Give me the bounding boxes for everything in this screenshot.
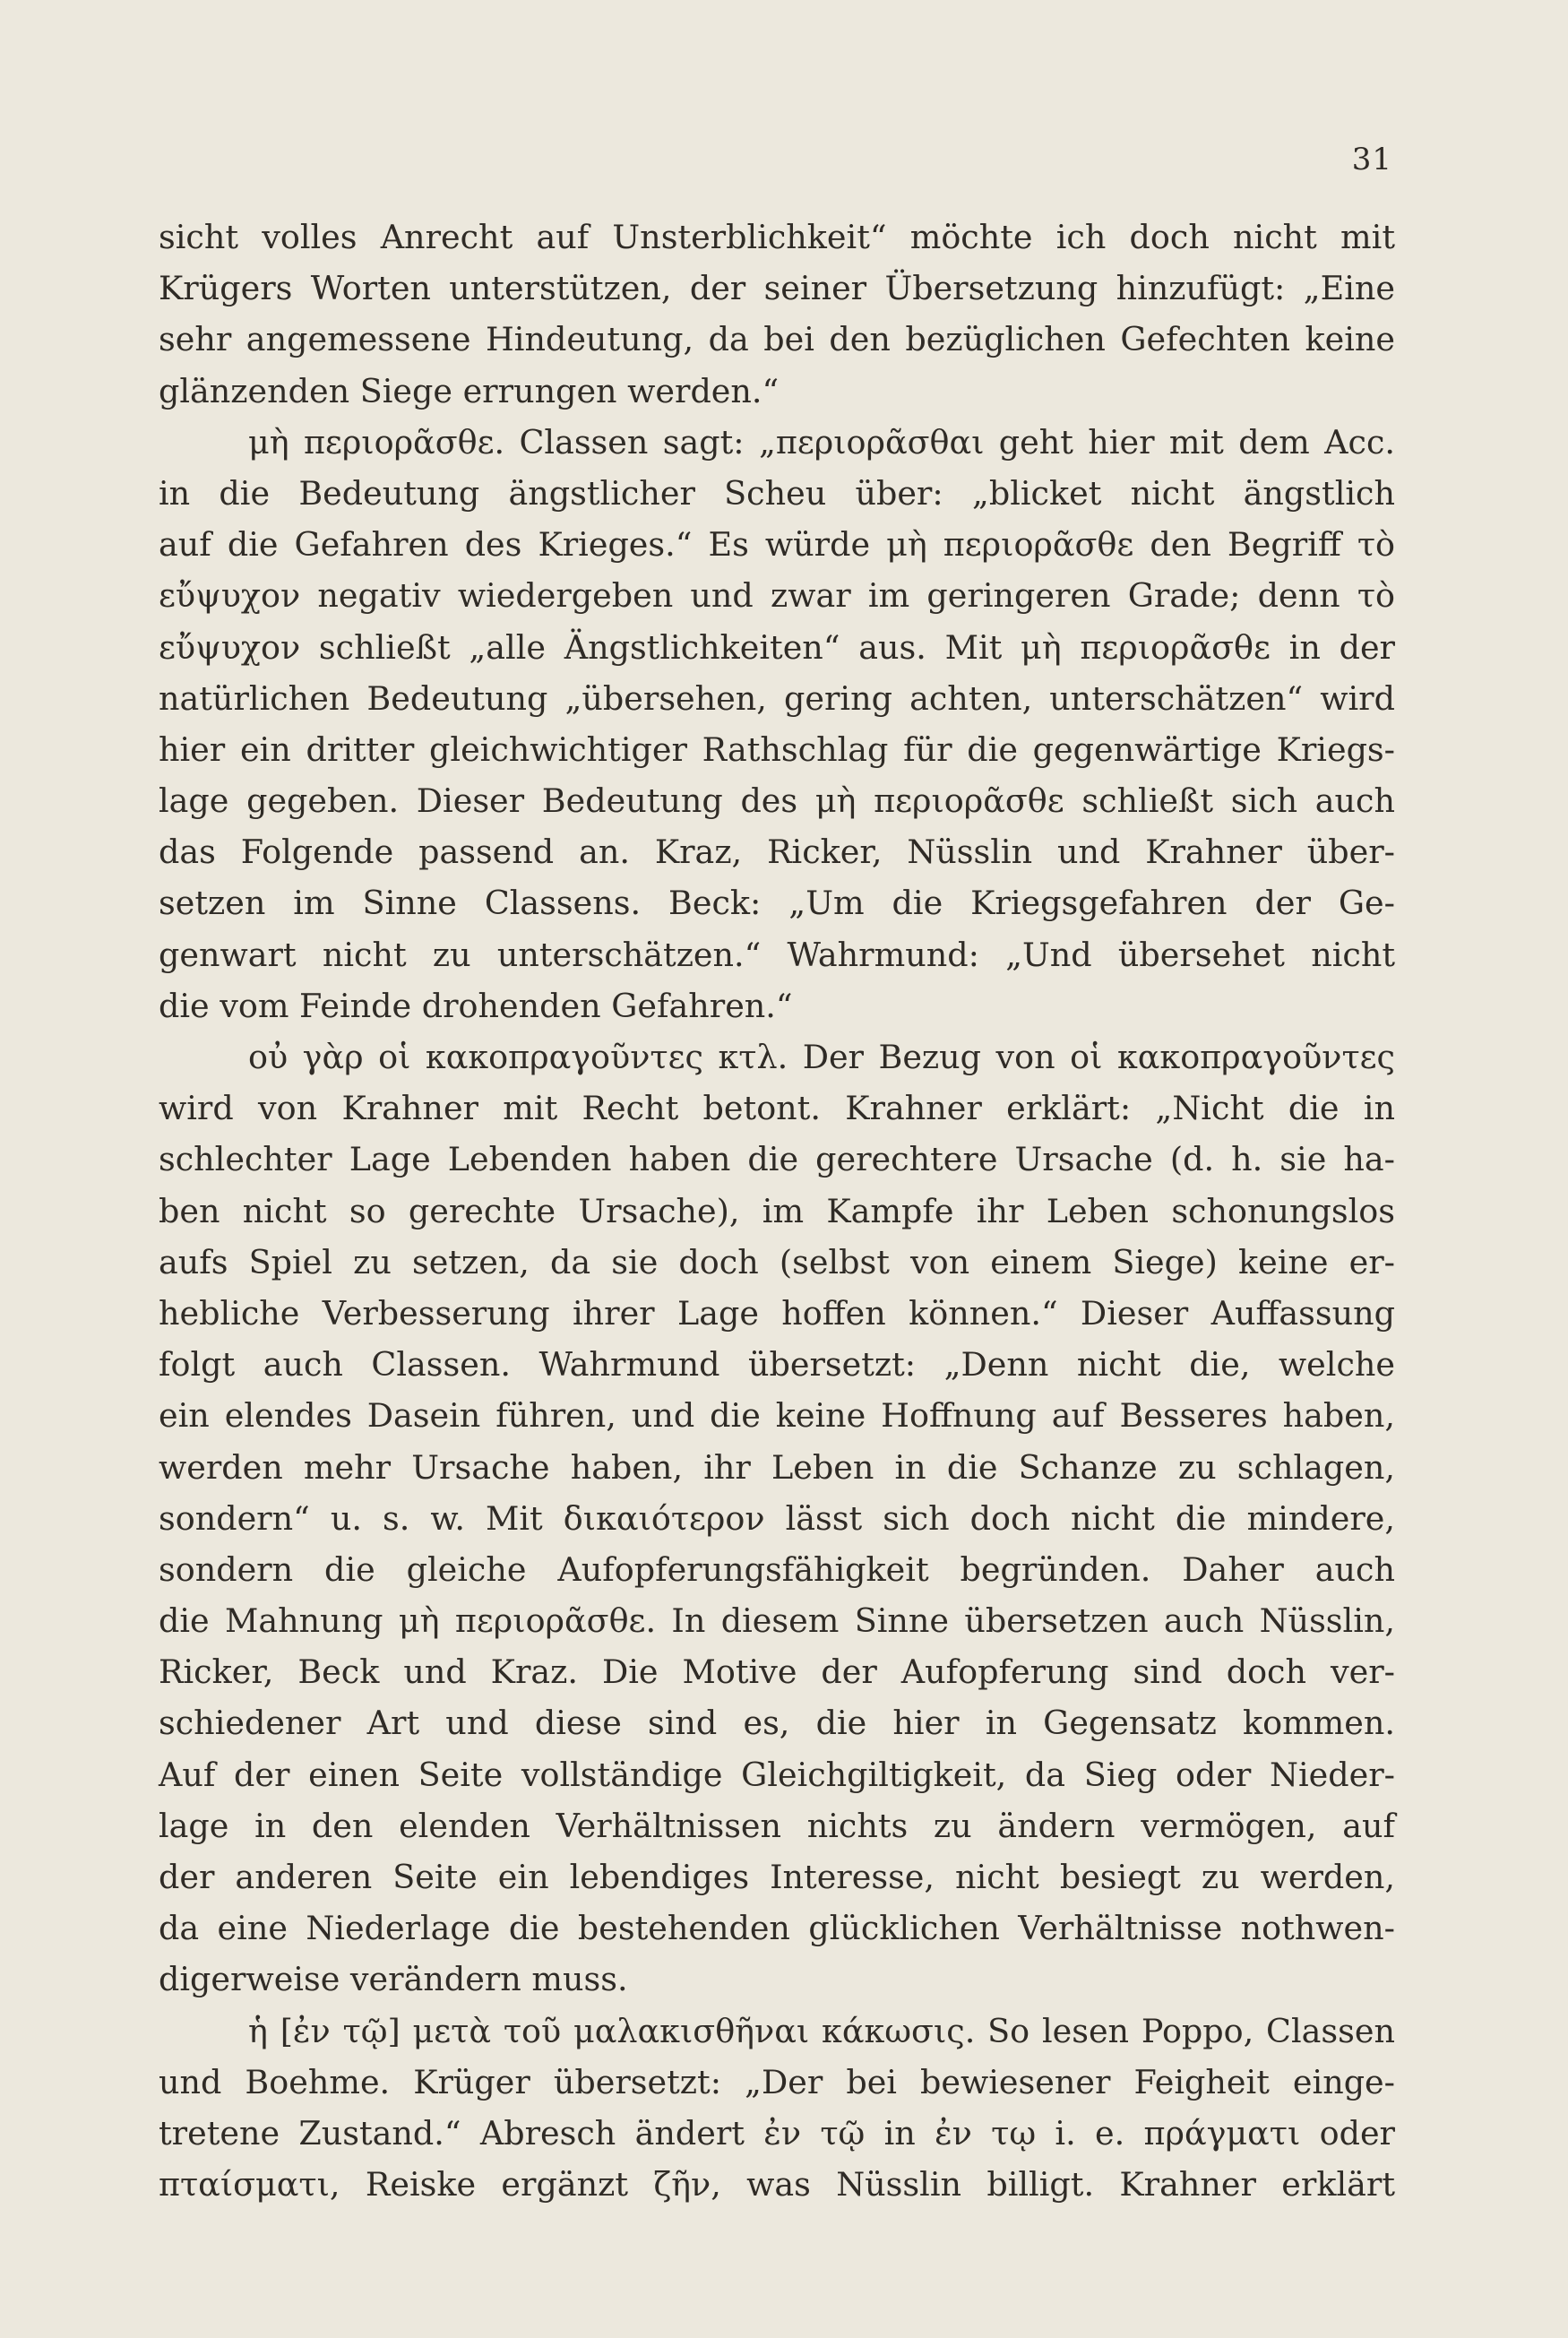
text-line: der anderen Seite ein lebendiges Interesse, nicht besiegt zu werden, xyxy=(159,1858,1395,1896)
text-line: in die Bedeutung ängstlicher Scheu über: „blicket nicht ängstlich xyxy=(159,473,1395,513)
text-line: aufs Spiel zu setzen, da sie doch (selbst von einem Siege) keine er- xyxy=(159,1242,1395,1281)
text-line: ben nicht so gerechte Ursache), im Kampfe ihr Leben schonungslos xyxy=(159,1191,1395,1230)
text-line: natürlichen Bedeutung „übersehen, gering achten, unterschätzen“ wird xyxy=(159,678,1395,718)
text-line: glänzenden Siege errungen werden.“ xyxy=(159,371,780,410)
text-line: digerweise verändern muss. xyxy=(159,1960,628,1999)
text-line: die Mahnung μὴ περιορᾶσθε. In diesem Sinne übersetzen auch Nüsslin, xyxy=(159,1601,1395,1641)
text-line: setzen im Sinne Classens. Beck: „Um die Kriegsgefahren der Ge- xyxy=(159,884,1395,923)
text-line: auf die Gefahren des Krieges.“ Es würde μὴ περιορᾶσθε den Begriff τὸ xyxy=(159,525,1395,565)
text-line: und Boehme. Krüger übersetzt: „Der bei bewiesener Feigheit einge- xyxy=(159,2062,1395,2101)
text-line: sehr angemessene Hindeutung, da bei den bezüglichen Gefechten keine xyxy=(159,320,1395,359)
text-line: ἡ [ἐν τῷ] μετὰ τοῦ μαλακισθῆναι κάκωσις. So lesen Poppo, Classen xyxy=(248,2011,1395,2050)
text-line: μὴ περιορᾶσθε. Classen sagt: „περιορᾶσθαι geht hier mit dem Acc. xyxy=(248,422,1395,462)
text-line: εὔψυχον negativ wiedergeben und zwar im geringeren Grade; denn τὸ xyxy=(159,576,1395,616)
text-line: hier ein dritter gleichwichtiger Rathschlag für die gegenwärtige Kriegs- xyxy=(159,729,1395,769)
text-line: genwart nicht zu unterschätzen.“ Wahrmund: „Und übersehet nicht xyxy=(159,935,1395,974)
text-line: Auf der einen Seite vollständige Gleichgiltigkeit, da Sieg oder Nieder- xyxy=(159,1755,1395,1794)
text-line: sondern die gleiche Aufopferungsfähigkeit begründen. Daher auch xyxy=(159,1549,1395,1589)
text-line: da eine Niederlage die bestehenden glücklichen Verhältnisse nothwen- xyxy=(159,1909,1395,1948)
text-line: hebliche Verbesserung ihrer Lage hoffen können.“ Dieser Auffassung xyxy=(159,1293,1395,1333)
text-line: lage gegeben. Dieser Bedeutung des μὴ περιορᾶσθε schließt sich auch xyxy=(159,781,1395,821)
text-line: εὔψυχον schließt „alle Ängstlichkeiten“ aus. Mit μὴ περιορᾶσθε in der xyxy=(159,627,1395,667)
text-line: πταίσματι, Reiske ergänzt ζῆν, was Nüsslin billigt. Krahner erklärt xyxy=(159,2165,1395,2204)
text-line: lage in den elenden Verhältnissen nichts zu ändern vermögen, auf xyxy=(159,1806,1395,1845)
text-line: sondern“ u. s. w. Mit δικαιότερον lässt sich doch nicht die mindere, xyxy=(159,1498,1395,1538)
text-line: die vom Feinde drohenden Gefahren.“ xyxy=(159,986,793,1025)
text-line: Ricker, Beck und Kraz. Die Motive der Aufopferung sind doch ver- xyxy=(159,1652,1395,1692)
text-line: Krügers Worten unterstützen, der seiner Übersetzung hinzufügt: „Eine xyxy=(159,269,1395,308)
text-line: οὐ γὰρ οἱ κακοπραγοῦντες κτλ. Der Bezug von οἱ κακοπραγοῦντες xyxy=(248,1038,1395,1076)
text-line: das Folgende passend an. Kraz, Ricker, Nüsslin und Krahner über- xyxy=(159,833,1395,872)
text-line: tretene Zustand.“ Abresch ändert ἐν τῷ in ἐν τῳ i. e. πράγματι oder xyxy=(159,2113,1395,2153)
page-number: 31 xyxy=(1351,142,1392,177)
text-line: werden mehr Ursache haben, ihr Leben in die Schanze zu schlagen, xyxy=(159,1447,1395,1487)
text-line: schlechter Lage Lebenden haben die gerechtere Ursache (d. h. sie ha- xyxy=(159,1140,1395,1179)
text-line: schiedener Art und diese sind es, die hier in Gegensatz kommen. xyxy=(159,1704,1395,1743)
text-line: sicht volles Anrecht auf Unsterblichkeit“ möchte ich doch nicht mit xyxy=(159,218,1395,256)
text-line: ein elendes Dasein führen, und die keine Hoffnung auf Besseres haben, xyxy=(159,1396,1395,1436)
body-text xyxy=(159,211,1395,2210)
text-line: wird von Krahner mit Recht betont. Krahner erklärt: „Nicht die in xyxy=(159,1089,1395,1128)
text-line: folgt auch Classen. Wahrmund übersetzt: „Denn nicht die, welche xyxy=(159,1345,1395,1385)
